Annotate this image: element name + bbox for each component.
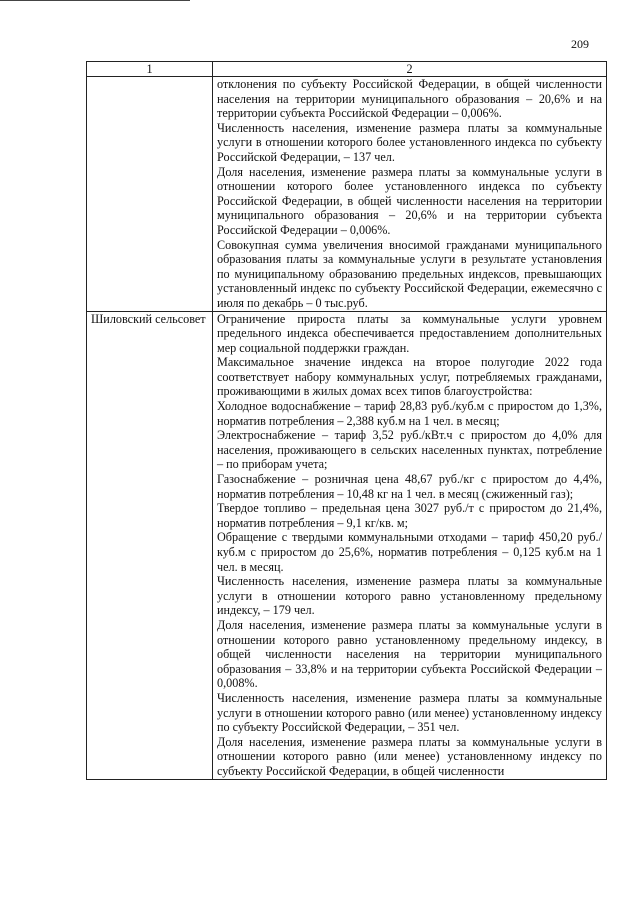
column-header-1: 1 xyxy=(87,62,213,77)
table-row xyxy=(87,77,607,312)
municipality-name-cell: Шиловский сельсовет xyxy=(87,311,213,779)
table-row xyxy=(87,311,607,779)
paragraph: Численность населения, изменение размера платы за коммунальные услуги в отношении которого равно (или менее) установленному индексу по субъекту Российской Федерации, – 351 чел. xyxy=(217,690,602,735)
paragraph: Доля населения, изменение размера платы за коммунальные услуги в отношении которого более установленного индекса по субъекту Российской Федерации, в общей численности населения на территории муниципального образования – 20,6% и на территории субъекта Российской Федерации – 0,006%. xyxy=(217,164,602,237)
description-cell xyxy=(213,77,607,312)
paragraph: отклонения по субъекту Российской Федерации, в общей численности населения на территории муниципального образования – 20,6% и на территории субъекта Российской Федерации – 0,006%. xyxy=(217,77,602,121)
column-header-2: 2 xyxy=(213,62,607,77)
paragraph: Совокупная сумма увеличения вносимой гражданами муниципального образования платы за коммунальные услуги в результате установления по муниципальному образованию предельных индексов, превышающих установленный индекс по субъекту Российской Федерации, ежемесячно с июля по декабрь – 0 тыс.руб. xyxy=(217,237,602,310)
table-header-row xyxy=(87,62,607,77)
paragraph: Газоснабжение – розничная цена 48,67 руб./кг с приростом до 4,4%, норматив потребления – 10,48 кг на 1 чел. в месяц (сжиженный газ); xyxy=(217,472,602,501)
paragraph: Доля населения, изменение размера платы за коммунальные услуги в отношении которого равно установленному предельному индексу, в общей численности населения на территории муниципального образования – 33,8% и на территории субъекта Российской Федерации – 0,008%. xyxy=(217,617,602,691)
paragraph: Твердое топливо – предельная цена 3027 руб./т с приростом до 21,4%, норматив потребления – 9,1 кг/кв. м; xyxy=(217,501,602,530)
paragraph: Численность населения, изменение размера платы за коммунальные услуги в отношении которого более установленного индекса по субъекту Российской Федерации, – 137 чел. xyxy=(217,120,602,164)
paragraph: Обращение с твердыми коммунальными отходами – тариф 450,20 руб./куб.м с приростом до 25,6%, норматив потребления – 0,125 куб.м на 1 чел. в месяц. xyxy=(217,530,602,574)
paragraph: Численность населения, изменение размера платы за коммунальные услуги в отношении которого равно установленному предельному индексу, – 179 чел. xyxy=(217,574,602,618)
paragraph: Максимальное значение индекса на второе полугодие 2022 года соответствует набору коммунальных услуг, потребляемых гражданами, проживающими в жилых домах всех типов благоустройства: xyxy=(217,355,602,399)
paragraph: Ограничение прироста платы за коммунальные услуги уровнем предельного индекса обеспечивается предоставлением дополнительных мер социальной поддержки граждан. xyxy=(217,311,602,355)
top-rule xyxy=(0,0,190,1)
data-table xyxy=(86,61,607,780)
description-cell xyxy=(213,311,607,779)
paragraph: Холодное водоснабжение – тариф 28,83 руб./куб.м с приростом до 1,3%, норматив потребления – 2,388 куб.м на 1 чел. в месяц; xyxy=(217,399,602,428)
municipality-name-cell xyxy=(87,77,213,312)
page-number: 209 xyxy=(571,37,589,51)
paragraph: Электроснабжение – тариф 3,52 руб./кВт.ч с приростом до 4,0% для населения, проживающего в сельских населенных пунктах, потребление – по приборам учета; xyxy=(217,428,602,472)
paragraph: Доля населения, изменение размера платы за коммунальные услуги в отношении которого равно (или менее) установленному индексу по субъекту Российской Федерации, в общей численности xyxy=(217,734,602,778)
